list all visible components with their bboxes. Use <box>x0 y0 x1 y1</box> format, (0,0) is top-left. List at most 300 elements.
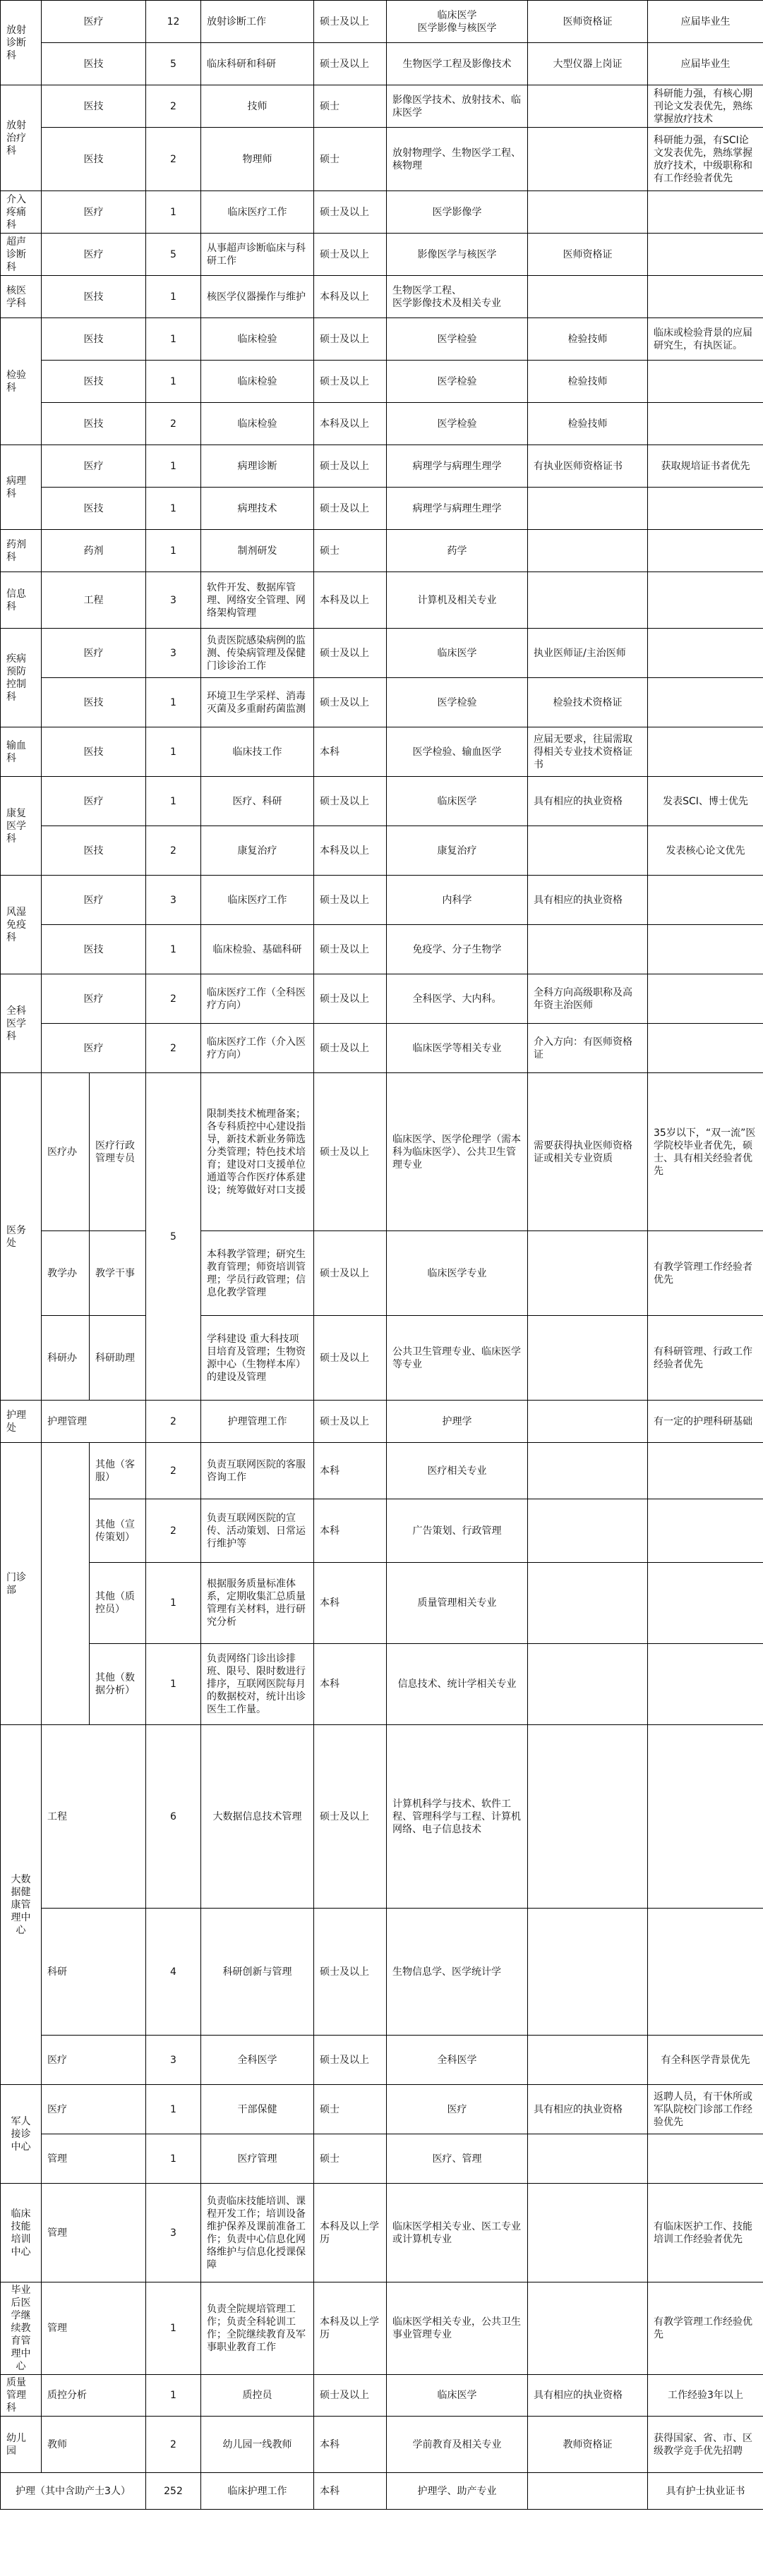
table-cell: 应届毕业生 <box>648 43 763 85</box>
table-cell: 全科医学 <box>201 2036 314 2085</box>
table-cell: 大型仪器上岗证 <box>528 43 648 85</box>
table-cell: 医技 <box>42 826 146 876</box>
table-cell: 工作经验3年以上 <box>648 2375 763 2417</box>
table-cell: 硕士及以上 <box>314 1909 387 2036</box>
table-cell: 有教学管理工作经验者优先 <box>648 1231 763 1316</box>
table-cell: 内科学 <box>387 876 528 925</box>
table-cell: 信息技术、统计学相关专业 <box>387 1644 528 1725</box>
table-cell: 1 <box>146 445 201 488</box>
table-cell: 获得国家、省、市、区级教学竞手优先招聘 <box>648 2417 763 2473</box>
table-cell: 检验技师 <box>528 403 648 445</box>
table-cell: 科研助理 <box>90 1316 146 1401</box>
table-cell <box>528 2134 648 2184</box>
table-cell: 临床技能培训中心 <box>1 2184 42 2282</box>
table-cell: 本科 <box>314 1499 387 1563</box>
table-cell <box>528 530 648 572</box>
table-cell: 技师 <box>201 85 314 128</box>
table-row <box>1 678 763 727</box>
table-cell: 临床检验 <box>201 361 314 403</box>
table-cell: 临床检验、基础科研 <box>201 925 314 974</box>
table-cell: 硕士及以上 <box>314 1 387 43</box>
recruitment-table-body <box>1 1 763 2510</box>
table-cell: 质控员 <box>201 2375 314 2417</box>
table-row <box>1 2375 763 2417</box>
table-cell <box>528 2184 648 2282</box>
table-cell: 影像医学技术、放射技术、临床医学 <box>387 85 528 128</box>
table-cell: 硕士 <box>314 2134 387 2184</box>
table-cell: 应届无要求，往届需取得相关专业技术资格证书 <box>528 727 648 777</box>
table-cell: 负责网络门诊出诊排班、限号、限时数进行排序，互联网医院每月的数据校对，统计出诊医生工作量。 <box>201 1644 314 1725</box>
table-row <box>1 43 763 85</box>
table-cell: 医疗 <box>42 2085 146 2134</box>
table-cell: 医学检验 <box>387 678 528 727</box>
table-cell: 影像医学与核医学 <box>387 234 528 276</box>
table-cell <box>528 1499 648 1563</box>
table-cell: 医技 <box>42 727 146 777</box>
table-cell: 临床医学 <box>387 2375 528 2417</box>
table-cell <box>528 2282 648 2375</box>
table-cell: 病理科 <box>1 445 42 530</box>
table-cell: 有临床医护工作、技能培训工作经验者优先 <box>648 2184 763 2282</box>
table-cell: 发表核心论文优先 <box>648 826 763 876</box>
table-row <box>1 361 763 403</box>
table-row <box>1 2036 763 2085</box>
table-cell: 大数据信息技术管理 <box>201 1725 314 1909</box>
table-cell: 医技 <box>42 925 146 974</box>
table-cell: 病理技术 <box>201 488 314 530</box>
table-cell: 医疗 <box>42 2036 146 2085</box>
table-cell <box>528 826 648 876</box>
table-cell: 临床医疗工作（全科医疗方向） <box>201 974 314 1024</box>
table-cell: 医技 <box>42 276 146 318</box>
table-cell: 硕士及以上 <box>314 1024 387 1073</box>
table-cell: 放射物理学、生物医学工程、核物理 <box>387 128 528 191</box>
table-cell: 医疗、管理 <box>387 2134 528 2184</box>
table-cell: 毕业后医学继续教育管理中心 <box>1 2282 42 2375</box>
table-cell: 有一定的护理科研基础 <box>648 1401 763 1443</box>
table-cell <box>528 1316 648 1401</box>
table-cell: 5 <box>146 234 201 276</box>
table-row <box>1 1909 763 2036</box>
table-row <box>1 876 763 925</box>
table-cell <box>648 727 763 777</box>
table-cell: 科研能力强，有SCI论文发表优先，熟练掌握放疗技术，中级职称和有工作经验者优先 <box>648 128 763 191</box>
table-cell: 1 <box>146 191 201 234</box>
table-cell: 本科 <box>314 1443 387 1499</box>
table-cell <box>528 1644 648 1725</box>
table-cell <box>528 1563 648 1644</box>
table-cell: 物理师 <box>201 128 314 191</box>
table-cell: 硕士及以上 <box>314 2375 387 2417</box>
table-cell: 计算机及相关专业 <box>387 572 528 629</box>
table-cell: 1 <box>146 678 201 727</box>
table-row <box>1 2282 763 2375</box>
table-cell: 干部保健 <box>201 2085 314 2134</box>
table-cell: 教师 <box>42 2417 146 2473</box>
table-cell: 3 <box>146 876 201 925</box>
table-cell: 限制类技术梳理备案；各专科质控中心建设指导，新技术新业务筛选分类管理；特色技术培育；建设对口支援单位通道等合作医疗体系建设；统筹做好对口支援 <box>201 1073 314 1231</box>
table-cell: 医学检验 <box>387 403 528 445</box>
table-cell: 医疗 <box>42 777 146 826</box>
table-cell <box>528 191 648 234</box>
table-cell: 执业医师证/主治医师 <box>528 629 648 678</box>
table-cell: 1 <box>146 361 201 403</box>
table-cell: 科研办 <box>42 1316 90 1401</box>
table-cell: 具有护士执业证书 <box>648 2473 763 2510</box>
table-cell: 2 <box>146 2417 201 2473</box>
table-cell: 硕士及以上 <box>314 361 387 403</box>
table-cell: 临床检验 <box>201 318 314 361</box>
table-cell: 环境卫生学采样、消毒灭菌及多重耐药菌监测 <box>201 678 314 727</box>
table-cell: 临床医疗工作 <box>201 191 314 234</box>
table-cell: 医疗 <box>42 1 146 43</box>
table-cell: 从事超声诊断临床与科研工作 <box>201 234 314 276</box>
table-cell <box>528 1443 648 1499</box>
table-cell: 12 <box>146 1 201 43</box>
table-cell: 根据服务质量标准体系，定期收集汇总质量管理有关材料，进行研究分析 <box>201 1563 314 1644</box>
table-cell: 硕士及以上 <box>314 1725 387 1909</box>
table-cell: 4 <box>146 1909 201 2036</box>
table-cell: 核医学科 <box>1 276 42 318</box>
table-cell: 本科及以上 <box>314 826 387 876</box>
table-cell: 硕士 <box>314 2085 387 2134</box>
table-cell: 医疗、科研 <box>201 777 314 826</box>
table-row <box>1 1231 763 1316</box>
table-cell: 1 <box>146 2085 201 2134</box>
table-cell: 医技 <box>42 678 146 727</box>
table-row <box>1 1024 763 1073</box>
table-cell <box>648 925 763 974</box>
table-row <box>1 530 763 572</box>
table-cell: 科研能力强，有核心期刊论文发表优先，熟练掌握放疗技术 <box>648 85 763 128</box>
table-row <box>1 1725 763 1909</box>
table-cell: 本科及以上 <box>314 276 387 318</box>
table-cell: 军人接诊中心 <box>1 2085 42 2184</box>
table-cell: 检验技术资格证 <box>528 678 648 727</box>
table-cell: 硕士及以上 <box>314 678 387 727</box>
table-cell: 负责全院规培管理工作；负责全科轮训工作；全院继续教育及军事职业教育工作 <box>201 2282 314 2375</box>
table-cell: 医疗 <box>42 629 146 678</box>
table-cell: 1 <box>146 925 201 974</box>
table-cell: 3 <box>146 2036 201 2085</box>
table-row <box>1 777 763 826</box>
table-cell: 2 <box>146 1401 201 1443</box>
table-cell: 免疫学、分子生物学 <box>387 925 528 974</box>
table-cell: 疾病预防控制科 <box>1 629 42 727</box>
table-cell: 35岁以下，“双一流”医学院校毕业者优先，硕士、具有相关经验者优先 <box>648 1073 763 1231</box>
table-cell: 发表SCI、博士优先 <box>648 777 763 826</box>
table-cell: 门诊部 <box>1 1443 42 1725</box>
table-cell: 本科 <box>314 1644 387 1725</box>
table-cell: 1 <box>146 1644 201 1725</box>
table-cell: 具有相应的执业资格 <box>528 876 648 925</box>
table-cell <box>648 234 763 276</box>
table-cell <box>648 2134 763 2184</box>
table-cell <box>528 1401 648 1443</box>
table-cell: 护理处 <box>1 1401 42 1443</box>
table-cell: 医疗 <box>42 191 146 234</box>
table-cell: 管理 <box>42 2282 146 2375</box>
table-cell <box>648 876 763 925</box>
table-cell: 临床医学等相关专业 <box>387 1024 528 1073</box>
table-row <box>1 1073 763 1231</box>
table-cell: 医疗 <box>387 2085 528 2134</box>
table-cell: 本科及以上 <box>314 572 387 629</box>
table-row <box>1 234 763 276</box>
table-cell <box>528 1909 648 2036</box>
table-cell: 1 <box>146 488 201 530</box>
table-cell: 临床医疗工作 <box>201 876 314 925</box>
table-cell <box>528 488 648 530</box>
table-cell: 临床医学专业 <box>387 1231 528 1316</box>
table-cell: 本科 <box>314 1563 387 1644</box>
table-cell: 临床医学相关专业、医工专业或计算机专业 <box>387 2184 528 2282</box>
table-cell <box>42 1443 90 1725</box>
table-cell: 2 <box>146 1499 201 1563</box>
table-cell: 临床科研和科研 <box>201 43 314 85</box>
table-cell: 3 <box>146 629 201 678</box>
table-row <box>1 1644 763 1725</box>
table-cell: 全科医学、大内科。 <box>387 974 528 1024</box>
table-cell: 生物医学工程、 医学影像技术及相关专业 <box>387 276 528 318</box>
table-row <box>1 727 763 777</box>
table-cell <box>648 191 763 234</box>
table-cell: 生物医学工程及影像技术 <box>387 43 528 85</box>
table-cell: 全科方向高级职称及高年资主治医师 <box>528 974 648 1024</box>
table-cell: 病理学与病理生理学 <box>387 488 528 530</box>
table-cell: 护理管理 <box>42 1401 146 1443</box>
table-cell: 康复医学科 <box>1 777 42 876</box>
table-cell: 医疗行政管理专员 <box>90 1073 146 1231</box>
table-cell: 本科及以上学历 <box>314 2282 387 2375</box>
table-cell: 硕士及以上 <box>314 43 387 85</box>
table-cell: 本科及以上学历 <box>314 2184 387 2282</box>
table-cell <box>648 1563 763 1644</box>
table-cell: 放射诊断工作 <box>201 1 314 43</box>
table-cell: 公共卫生管理专业、临床医学等专业 <box>387 1316 528 1401</box>
table-cell: 医技 <box>42 318 146 361</box>
table-cell: 硕士及以上 <box>314 488 387 530</box>
table-cell: 硕士及以上 <box>314 1401 387 1443</box>
table-cell <box>648 1024 763 1073</box>
table-cell <box>528 2036 648 2085</box>
table-cell: 本科 <box>314 2417 387 2473</box>
table-cell <box>648 488 763 530</box>
table-cell: 护理管理工作 <box>201 1401 314 1443</box>
table-cell: 护理学 <box>387 1401 528 1443</box>
table-cell: 硕士及以上 <box>314 925 387 974</box>
table-row <box>1 2134 763 2184</box>
table-cell: 医技 <box>42 488 146 530</box>
table-row <box>1 318 763 361</box>
table-cell: 有执业医师资格证书 <box>528 445 648 488</box>
table-cell: 科研 <box>42 1909 146 2036</box>
table-cell: 2 <box>146 974 201 1024</box>
table-cell: 硕士 <box>314 85 387 128</box>
table-cell: 3 <box>146 572 201 629</box>
table-cell: 检验科 <box>1 318 42 445</box>
table-cell: 科研创新与管理 <box>201 1909 314 2036</box>
table-cell: 具有相应的执业资格 <box>528 2375 648 2417</box>
table-cell: 质量管理科 <box>1 2375 42 2417</box>
table-cell: 3 <box>146 2184 201 2282</box>
table-cell <box>648 1499 763 1563</box>
table-cell: 药学 <box>387 530 528 572</box>
table-cell: 硕士及以上 <box>314 876 387 925</box>
table-cell: 医师资格证 <box>528 1 648 43</box>
table-cell: 制剂研发 <box>201 530 314 572</box>
table-cell: 1 <box>146 318 201 361</box>
table-cell: 医疗管理 <box>201 2134 314 2184</box>
table-cell: 其他（客服） <box>90 1443 146 1499</box>
table-cell: 病理诊断 <box>201 445 314 488</box>
table-cell <box>648 1909 763 2036</box>
table-cell: 本科 <box>314 2473 387 2510</box>
table-cell: 临床医学 <box>387 777 528 826</box>
table-cell: 硕士及以上 <box>314 1231 387 1316</box>
table-cell: 风湿免疫科 <box>1 876 42 974</box>
table-row <box>1 2184 763 2282</box>
table-cell: 全科医学科 <box>1 974 42 1073</box>
table-cell: 超声诊断科 <box>1 234 42 276</box>
table-cell: 护理学、助产专业 <box>387 2473 528 2510</box>
table-cell: 具有相应的执业资格 <box>528 777 648 826</box>
table-cell: 管理 <box>42 2184 146 2282</box>
table-cell <box>648 1644 763 1725</box>
table-row <box>1 2417 763 2473</box>
table-cell: 学前教育及相关专业 <box>387 2417 528 2473</box>
table-cell: 硕士 <box>314 128 387 191</box>
table-cell: 输血科 <box>1 727 42 777</box>
table-row <box>1 191 763 234</box>
table-cell: 2 <box>146 128 201 191</box>
table-cell: 医学检验、输血医学 <box>387 727 528 777</box>
table-cell: 临床医学 <box>387 629 528 678</box>
table-cell <box>648 1443 763 1499</box>
table-cell: 教学办 <box>42 1231 90 1316</box>
table-row <box>1 403 763 445</box>
table-cell: 广告策划、行政管理 <box>387 1499 528 1563</box>
table-cell: 硕士及以上 <box>314 445 387 488</box>
table-cell: 介入方向：有医师资格证 <box>528 1024 648 1073</box>
table-cell: 返聘人员，有干休所或军队院校门诊部工作经验优先 <box>648 2085 763 2134</box>
table-cell: 1 <box>146 276 201 318</box>
table-cell: 医疗 <box>42 1024 146 1073</box>
table-cell: 2 <box>146 1443 201 1499</box>
table-cell: 硕士及以上 <box>314 974 387 1024</box>
table-cell <box>648 974 763 1024</box>
table-cell: 大数据健康管理中心 <box>1 1725 42 2085</box>
table-cell: 放射诊断科 <box>1 1 42 85</box>
table-cell: 信息科 <box>1 572 42 629</box>
table-cell: 本科教学管理；研究生教育管理；师资培训管理；学员行政管理；信息化教学管理 <box>201 1231 314 1316</box>
table-cell <box>648 530 763 572</box>
table-cell: 负责临床技能培训、课程开发工作；培训设备维护保养及课前准备工作；负责中心信息化网络维护与信息化授课保障 <box>201 2184 314 2282</box>
table-cell: 有科研管理、行政工作经验者优先 <box>648 1316 763 1401</box>
table-cell: 具有相应的执业资格 <box>528 2085 648 2134</box>
table-cell: 硕士及以上 <box>314 629 387 678</box>
table-cell: 医疗 <box>42 876 146 925</box>
table-cell <box>648 403 763 445</box>
table-cell: 药剂 <box>42 530 146 572</box>
table-cell: 管理 <box>42 2134 146 2184</box>
table-cell: 负责医院感染病例的监测、传染病管理及保健门诊诊治工作 <box>201 629 314 678</box>
table-cell: 医疗办 <box>42 1073 90 1231</box>
table-cell: 临床技工作 <box>201 727 314 777</box>
table-cell: 本科 <box>314 727 387 777</box>
table-cell: 1 <box>146 2134 201 2184</box>
table-cell: 介入疼痛科 <box>1 191 42 234</box>
table-row <box>1 1563 763 1644</box>
table-row <box>1 974 763 1024</box>
table-cell: 医技 <box>42 128 146 191</box>
table-cell: 2 <box>146 403 201 445</box>
table-cell: 病理学与病理生理学 <box>387 445 528 488</box>
table-row <box>1 925 763 974</box>
table-cell: 教学干事 <box>90 1231 146 1316</box>
table-cell: 1 <box>146 2282 201 2375</box>
table-cell <box>648 678 763 727</box>
table-cell: 康复治疗 <box>201 826 314 876</box>
table-row <box>1 488 763 530</box>
table-cell: 5 <box>146 1073 201 1401</box>
table-cell: 医技 <box>42 361 146 403</box>
table-cell: 医疗相关专业 <box>387 1443 528 1499</box>
table-cell <box>648 629 763 678</box>
table-row <box>1 1 763 43</box>
table-cell: 其他（宣传策划） <box>90 1499 146 1563</box>
table-cell: 康复治疗 <box>387 826 528 876</box>
table-cell: 硕士及以上 <box>314 1316 387 1401</box>
table-cell: 医技 <box>42 403 146 445</box>
table-cell: 需要获得执业医师资格证或相关专业资质 <box>528 1073 648 1231</box>
table-cell: 硕士及以上 <box>314 777 387 826</box>
table-cell: 医技 <box>42 43 146 85</box>
table-cell: 工程 <box>42 1725 146 1909</box>
table-cell: 医学检验 <box>387 318 528 361</box>
table-cell: 负责互联网医院的客服咨询工作 <box>201 1443 314 1499</box>
table-row <box>1 826 763 876</box>
table-cell: 临床医疗工作（介入医疗方向） <box>201 1024 314 1073</box>
table-cell: 硕士及以上 <box>314 318 387 361</box>
table-cell: 放射治疗科 <box>1 85 42 191</box>
table-cell: 负责互联网医院的宣传、活动策划、日常运行维护等 <box>201 1499 314 1563</box>
table-cell: 其他（质控员） <box>90 1563 146 1644</box>
table-row <box>1 85 763 128</box>
table-cell: 计算机科学与技术、软件工程、管理科学与工程、计算机网络、电子信息技术 <box>387 1725 528 1909</box>
table-cell: 临床护理工作 <box>201 2473 314 2510</box>
table-cell: 1 <box>146 530 201 572</box>
table-cell: 核医学仪器操作与维护 <box>201 276 314 318</box>
table-cell: 幼儿园一线教师 <box>201 2417 314 2473</box>
table-cell: 硕士及以上 <box>314 234 387 276</box>
table-cell: 检验技师 <box>528 318 648 361</box>
table-cell <box>528 572 648 629</box>
table-cell: 幼儿园 <box>1 2417 42 2473</box>
table-cell <box>528 276 648 318</box>
table-cell: 医疗 <box>42 974 146 1024</box>
table-cell <box>528 85 648 128</box>
table-row <box>1 445 763 488</box>
table-cell <box>528 1231 648 1316</box>
table-cell: 6 <box>146 1725 201 1909</box>
table-row <box>1 2473 763 2510</box>
table-cell: 医疗 <box>42 445 146 488</box>
table-row <box>1 1316 763 1401</box>
table-cell: 临床或检验背景的应届研究生，有执医证。 <box>648 318 763 361</box>
table-cell: 检验技师 <box>528 361 648 403</box>
table-row <box>1 2085 763 2134</box>
